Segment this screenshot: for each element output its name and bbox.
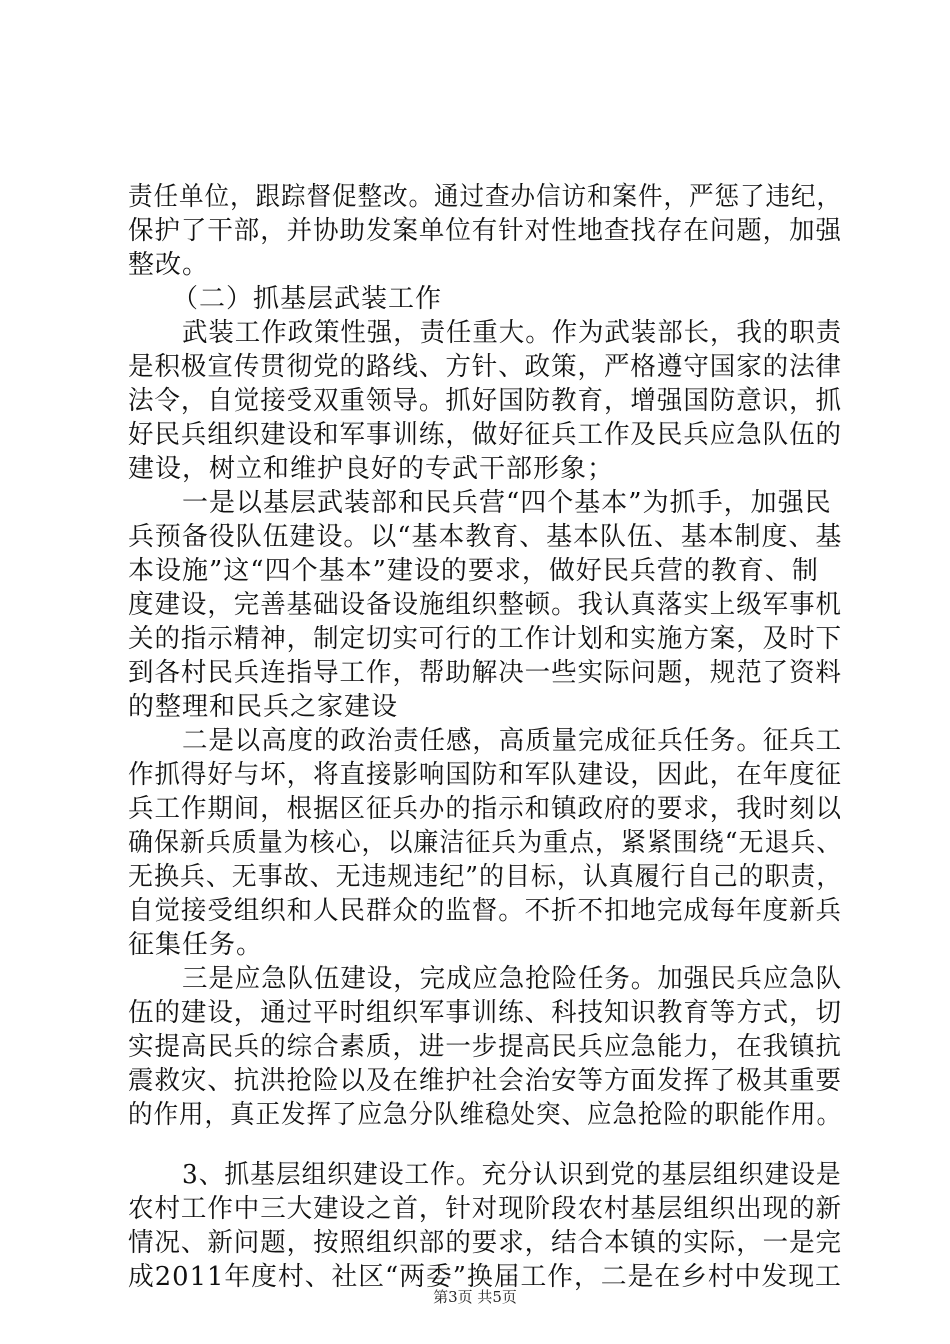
text-line: 震救灾、抗洪抢险以及在维护社会治安等方面发挥了极其重要 <box>128 1066 842 1096</box>
text-line: 情况、新问题，按照组织部的要求，结合本镇的实际，一是完 <box>128 1228 842 1258</box>
text-line: 自觉接受组织和人民群众的监督。不折不扣地完成每年度新兵 <box>128 896 842 926</box>
text-line: 保护了干部，并协助发案单位有针对性地查找存在问题，加强 <box>128 216 842 246</box>
text-line: 法令，自觉接受双重领导。抓好国防教育，增强国防意识，抓 <box>128 386 842 416</box>
section-heading: （二）抓基层武装工作 <box>172 284 443 314</box>
text-line: 整改。 <box>128 250 210 280</box>
text-line: 责任单位，跟踪督促整改。通过查办信访和案件，严惩了违纪， <box>128 182 842 212</box>
text-line: 三是应急队伍建设，完成应急抢险任务。加强民兵应急队 <box>182 964 843 994</box>
text-line: 实提高民兵的综合素质，进一步提高民兵应急能力，在我镇抗 <box>128 1032 842 1062</box>
text-line: 作抓得好与坏，将直接影响国防和军队建设，因此，在年度征 <box>128 760 842 790</box>
text-line: 是积极宣传贯彻党的路线、方针、政策，严格遵守国家的法律 <box>128 352 842 382</box>
text-line: 本设施”这“四个基本”建设的要求，做好民兵营的教育、制 <box>128 556 819 586</box>
text-line: 兵工作期间，根据区征兵办的指示和镇政府的要求，我时刻以 <box>128 794 842 824</box>
text-line: 无换兵、无事故、无违规违纪”的目标，认真履行自己的职责， <box>128 862 843 892</box>
text-line: 建设，树立和维护良好的专武干部形象； <box>128 454 615 484</box>
text-line: 伍的建设，通过平时组织军事训练、科技知识教育等方式，切 <box>128 998 842 1028</box>
text-line: 到各村民兵连指导工作，帮助解决一些实际问题，规范了资料 <box>128 658 842 688</box>
text-line: 成2011年度村、社区“两委”换届工作，二是在乡村中发现工 <box>128 1262 842 1292</box>
text-line: 关的指示精神，制定切实可行的工作计划和实施方案，及时下 <box>128 624 842 654</box>
text-line: 二是以高度的政治责任感，高质量完成征兵任务。征兵工 <box>182 726 843 756</box>
text-line: 一是以基层武装部和民兵营“四个基本”为抓手，加强民 <box>182 488 832 518</box>
text-line: 征集任务。 <box>128 930 264 960</box>
text-line: 3、抓基层组织建设工作。充分认识到党的基层组织建设是 <box>182 1160 842 1190</box>
page-footer: 第3页 共5页 <box>433 1288 517 1306</box>
text-line: 确保新兵质量为核心，以廉洁征兵为重点，紧紧围绕“无退兵、 <box>128 828 843 858</box>
text-line: 度建设，完善基础设备设施组织整顿。我认真落实上级军事机 <box>128 590 842 620</box>
text-line: 好民兵组织建设和军事训练，做好征兵工作及民兵应急队伍的 <box>128 420 842 450</box>
text-line: 的整理和民兵之家建设 <box>128 692 399 722</box>
text-line: 武装工作政策性强，责任重大。作为武装部长，我的职责 <box>182 318 843 348</box>
text-line: 兵预备役队伍建设。以“基本教育、基本队伍、基本制度、基 <box>128 522 843 552</box>
text-line: 的作用，真正发挥了应急分队维稳处突、应急抢险的职能作用。 <box>128 1100 842 1130</box>
text-line: 农村工作中三大建设之首，针对现阶段农村基层组织出现的新 <box>128 1194 842 1224</box>
